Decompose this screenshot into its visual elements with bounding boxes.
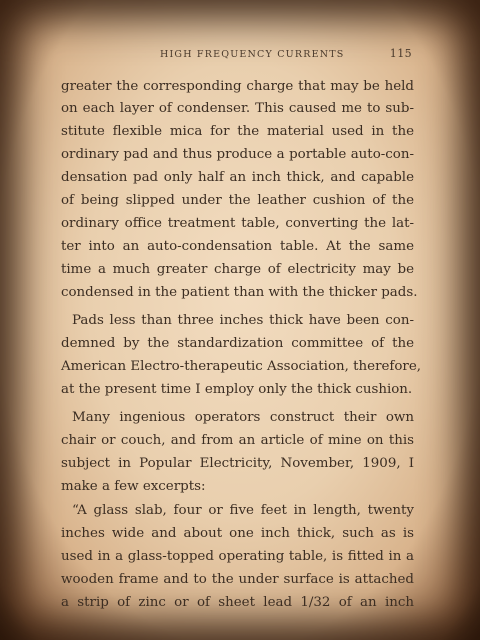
text-line: Many ingenious operators construct their own (72, 410, 414, 425)
text-line: stitute flexible mica for the material used in the (61, 124, 414, 139)
page-header (60, 47, 412, 63)
running-head: HIGH FREQUENCY CURRENTS (160, 49, 345, 60)
text-line: “A glass slab, four or five feet in length, twenty (72, 503, 414, 518)
text-line: time a much greater charge of electricity may be (61, 262, 414, 277)
text-line: condensed in the patient than with the thicker pads. (61, 285, 418, 300)
text-line: used in a glass-topped operating table, is fitted in a (61, 549, 414, 564)
text-line: make a few excerpts: (61, 479, 206, 494)
text-line: ordinary pad and thus produce a portable auto-con- (61, 147, 414, 162)
text-line: inches wide and about one inch thick, such as is (61, 526, 414, 541)
text-line: American Electro-therapeutic Association, therefore, (61, 359, 422, 374)
text-line: of being slipped under the leather cushion of the (61, 193, 414, 208)
text-line: a strip of zinc or of sheet lead 1/32 of an inch (61, 595, 414, 610)
text-line: subject in Popular Electricity, November, 1909, I (61, 456, 414, 471)
text-line: on each layer of condenser. This caused me to sub- (61, 101, 414, 116)
text-line: ordinary office treatment table, converting the lat- (61, 216, 414, 231)
text-line: greater the corresponding charge that may be held (61, 79, 414, 94)
text-line: ter into an auto-condensation table. At the same (61, 239, 414, 254)
page-number: 115 (389, 47, 412, 60)
text-line: chair or couch, and from an article of mine on this (61, 433, 414, 448)
text-line: demned by the standardization committee of the (61, 336, 414, 351)
text-line: densation pad only half an inch thick, and capable (61, 170, 414, 185)
text-line: wooden frame and to the under surface is attached (61, 572, 414, 587)
text-line: at the present time I employ only the thick cushion. (61, 382, 413, 397)
text-line: Pads less than three inches thick have been con- (72, 313, 414, 328)
